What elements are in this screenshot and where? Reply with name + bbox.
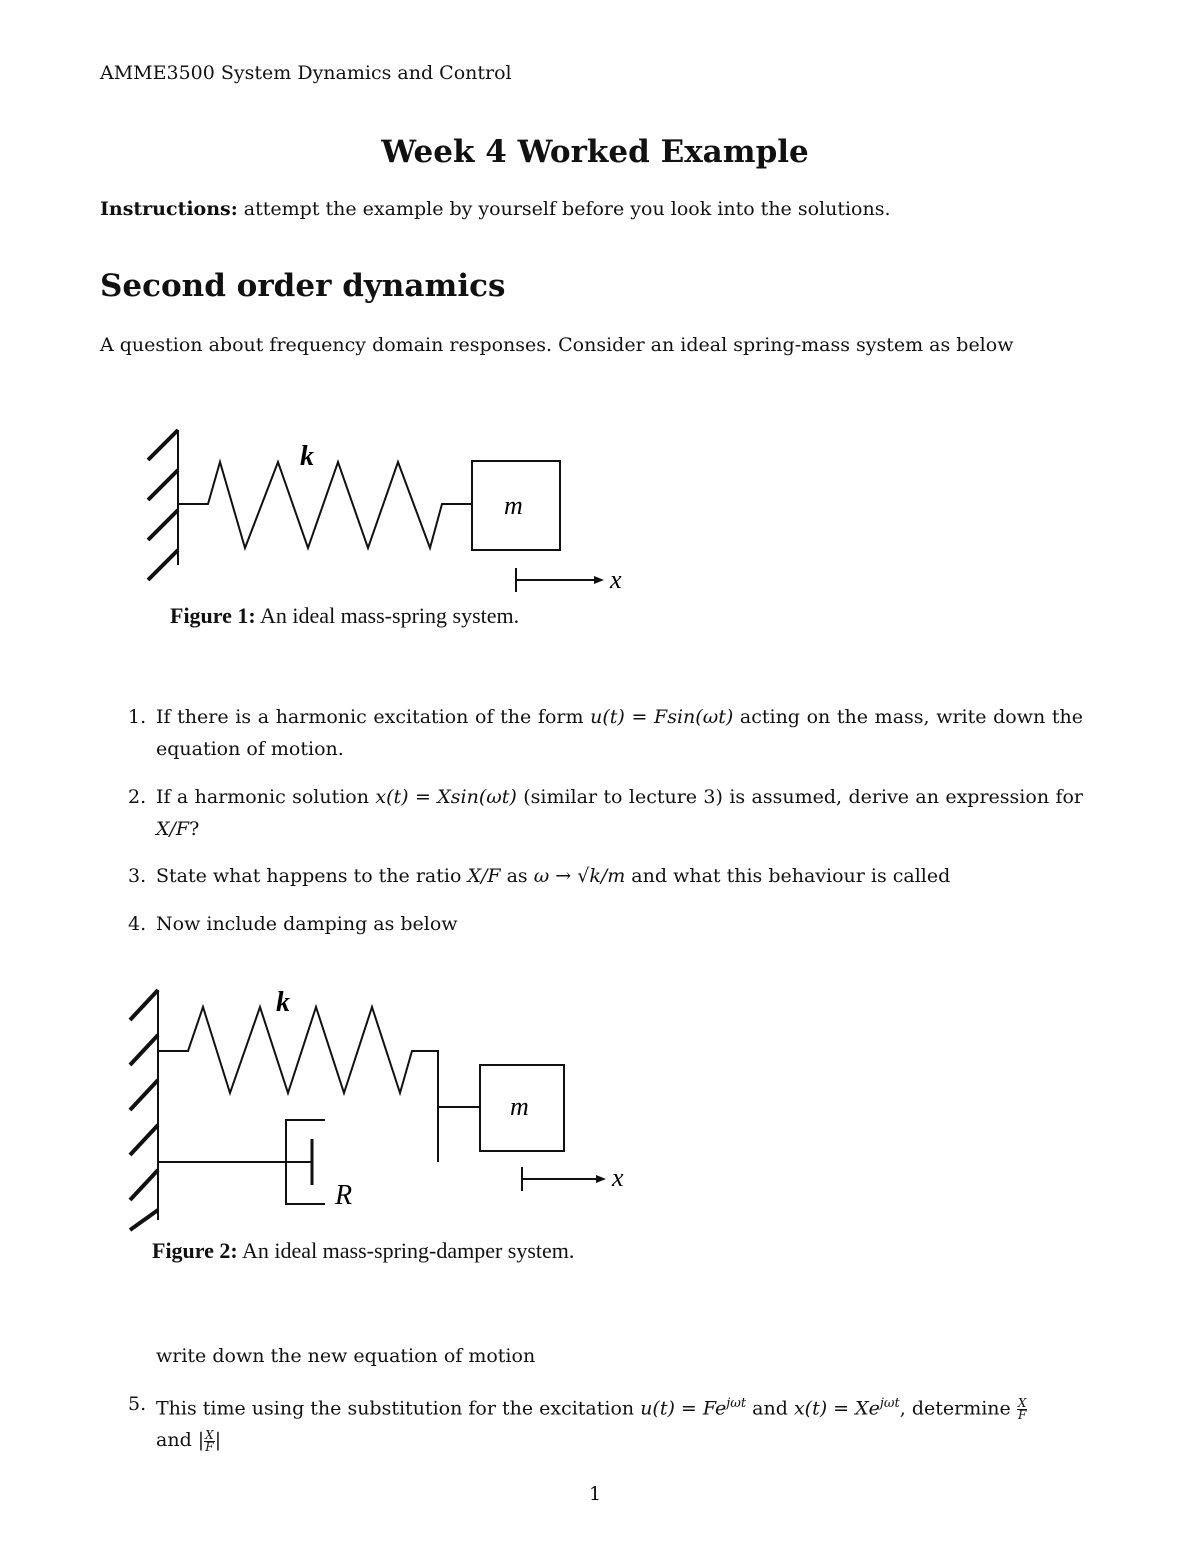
item-text: , determine (899, 1397, 1017, 1420)
item-text: State what happens to the ratio (156, 865, 468, 887)
damper-label: R (335, 1180, 353, 1211)
fraction-denominator: F (205, 1439, 214, 1454)
figure-2-diagram (120, 985, 640, 1235)
figure-1-caption-label: Figure 1: (170, 603, 256, 628)
figure-1-caption-text: An ideal mass-spring system. (255, 603, 520, 628)
arrow-head (594, 576, 604, 584)
item-number: 5. (128, 1393, 147, 1415)
fraction-numerator: X (1017, 1395, 1027, 1410)
spring-label: k (300, 441, 314, 472)
item-text: If there is a harmonic excitation of the form (156, 706, 591, 728)
item-text: | (214, 1429, 222, 1452)
page-title: Week 4 Worked Example (381, 134, 809, 170)
list-item (128, 781, 1083, 845)
figure-2-caption (152, 1238, 574, 1264)
item-math: ω → √k/m (533, 865, 626, 887)
item-math: X/F (156, 818, 190, 840)
item-text: and (746, 1397, 794, 1420)
list-item-continuation (128, 1340, 1083, 1372)
figure-1-caption (170, 603, 519, 629)
item-number: 4. (128, 913, 147, 935)
spring (178, 462, 472, 548)
intro-paragraph: A question about frequency domain responses. Consider an ideal spring-mass system as below (100, 334, 1014, 356)
item-text: (similar to lecture 3) is assumed, derive an expression for (516, 786, 1083, 808)
wall-hatching (148, 430, 178, 580)
list-item (128, 701, 1083, 765)
item-math-superscript: jωt (879, 1396, 900, 1411)
item-math: x(t) = Xe (793, 1397, 880, 1420)
item-text: Now include damping as below (156, 913, 458, 935)
instructions-text: attempt the example by yourself before you look into the solutions. (237, 198, 891, 220)
spring-label: k (276, 987, 290, 1018)
mass-label: m (504, 491, 523, 520)
fraction (204, 1427, 215, 1454)
list-item (128, 860, 1083, 892)
instructions-label: Instructions: (100, 198, 238, 220)
item-math: X/F (467, 865, 501, 887)
item-text: If a harmonic solution (156, 786, 376, 808)
item-text: This time using the substitution for the excitation (156, 1397, 641, 1420)
list-item (128, 908, 1083, 940)
item-text: acting on the mass, write down the equation of motion. (156, 706, 1084, 760)
figure-2-caption-label: Figure 2: (152, 1238, 238, 1263)
spring (158, 1007, 438, 1107)
item-math: x(t) = Xsin(ωt) (375, 786, 517, 808)
instructions (100, 198, 891, 220)
item-number: 2. (128, 786, 147, 808)
item-text: and | (156, 1429, 205, 1452)
mass-label: m (510, 1092, 529, 1121)
item-text: as (500, 865, 534, 887)
arrow-head (596, 1175, 606, 1183)
item-math: u(t) = Fsin(ωt) (590, 706, 734, 728)
wall-hatching (130, 990, 158, 1230)
item-text: write down the new equation of motion (156, 1345, 536, 1367)
item-math-superscript: jωt (726, 1396, 747, 1411)
fraction-denominator: F (1017, 1407, 1027, 1422)
displacement-label: x (612, 1163, 624, 1192)
page-number: 1 (588, 1483, 602, 1505)
item-text: ? (189, 818, 200, 840)
list-item (128, 1388, 1083, 1456)
item-number: 3. (128, 865, 147, 887)
section-heading: Second order dynamics (100, 268, 506, 304)
displacement-label: x (610, 565, 622, 594)
course-header: AMME3500 System Dynamics and Control (100, 62, 512, 84)
item-math: u(t) = Fe (640, 1397, 727, 1420)
item-text: and what this behaviour is called (625, 865, 951, 887)
fraction (1017, 1395, 1028, 1422)
fraction-numerator: X (205, 1427, 214, 1442)
figure-2-caption-text: An ideal mass-spring-damper system. (237, 1238, 575, 1263)
item-number: 1. (128, 706, 147, 728)
